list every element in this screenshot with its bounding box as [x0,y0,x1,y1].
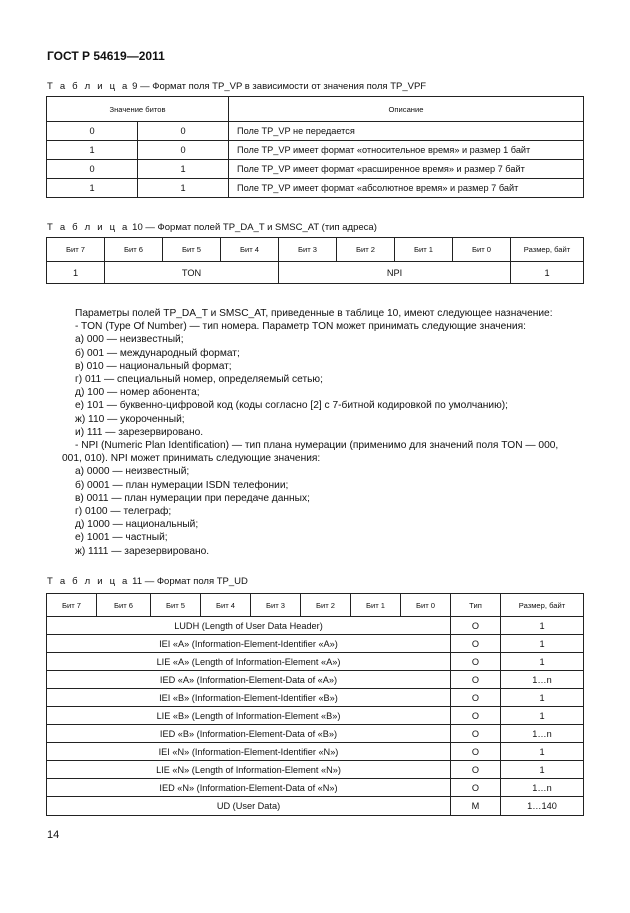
list-item: и) 111 — зарезервировано. [75,426,204,438]
table10-header: Бит 1 [395,238,453,262]
table10-header: Бит 4 [221,238,279,262]
table10-header: Бит 7 [47,238,105,262]
table10 [46,237,584,284]
body-text [62,307,582,558]
table10-header: Бит 0 [453,238,511,262]
table9-cell: 0 [47,160,138,179]
table11-header: Бит 3 [251,594,301,617]
paragraph-line: - TON (Type Of Number) — тип номера. Параметр TON может принимать следующие значения: [75,321,526,333]
table11-type: O [451,707,501,725]
table11-type: O [451,635,501,653]
table9-cell: 0 [47,122,138,141]
table9-cell: 1 [138,160,229,179]
list-item: д) 100 — номер абонента; [75,387,200,399]
list-item: б) 001 — международный формат; [75,347,240,359]
table11-type: O [451,617,501,635]
table11 [46,593,584,816]
table9 [46,96,584,198]
list-item: е) 1001 — частный; [75,532,168,544]
table9-cell: 1 [47,179,138,198]
list-item: г) 011 — специальный номер, определяемый сетью; [75,374,323,386]
table11-field: IEI «N» (Information-Element-Identifier «N») [47,743,451,761]
table9-caption-text: 9 — Формат поля TP_VP в зависимости от значения поля TP_VPF [129,81,427,92]
table9-caption [47,81,426,92]
table11-field: LIE «N» (Length of Information-Element «N») [47,761,451,779]
table11-header: Тип [451,594,501,617]
table10-cell-ton: TON [105,262,279,284]
table11-size: 1 [501,653,584,671]
table10-caption-text: 10 — Формат полей TP_DA_T и SMSC_AT (тип адреса) [129,222,377,233]
list-item: г) 0100 — телеграф; [75,506,172,518]
paragraph-line: 001, 010). NPI может принимать следующие значения: [62,453,321,465]
table9-cell: 1 [138,179,229,198]
table11-type: O [451,761,501,779]
table11-header: Бит 7 [47,594,97,617]
table11-size: 1…n [501,779,584,797]
list-item: ж) 1111 — зарезервировано. [75,545,210,557]
table11-size: 1 [501,635,584,653]
table11-size: 1 [501,689,584,707]
table11-size: 1 [501,617,584,635]
table11-size: 1…n [501,725,584,743]
list-item: ж) 110 — укороченный; [75,413,185,425]
table10-header: Бит 6 [105,238,163,262]
table11-header: Бит 5 [151,594,201,617]
table9-cell: Поле TP_VP имеет формат «относительное время» и размер 1 байт [229,141,584,160]
table9-caption-prefix: Т а б л и ц а [47,81,130,92]
table9-cell: Поле TP_VP не передается [229,122,584,141]
table11-header: Бит 1 [351,594,401,617]
paragraph-line: - NPI (Numeric Plan Identification) — тип плана нумерации (применимо для значений поля TON — 000, [75,440,559,452]
table9-cell: 0 [138,141,229,160]
table11-header: Бит 2 [301,594,351,617]
table11-type: O [451,671,501,689]
document-header: ГОСТ Р 54619—2011 [47,49,165,63]
table11-header: Бит 6 [97,594,151,617]
table10-cell-size: 1 [511,262,584,284]
table9-cell: Поле TP_VP имеет формат «расширенное время» и размер 7 байт [229,160,584,179]
list-item: в) 0011 — план нумерации при передаче данных; [75,492,310,504]
table11-size: 1 [501,761,584,779]
table11-field: IED «N» (Information-Element-Data of «N») [47,779,451,797]
table11-field: LIE «B» (Length of Information-Element «B») [47,707,451,725]
table9-cell: 1 [47,141,138,160]
table11-type: O [451,653,501,671]
table11-caption-prefix: Т а б л и ц а [47,576,130,587]
table10-cell-npi: NPI [279,262,511,284]
table11-header: Бит 4 [201,594,251,617]
table11-header: Размер, байт [501,594,584,617]
table11-field: LIE «A» (Length of Information-Element «A») [47,653,451,671]
list-item: в) 010 — национальный формат; [75,360,232,372]
table11-caption [47,576,248,587]
table11-field: IED «A» (Information-Element-Data of «A») [47,671,451,689]
table9-header-bits: Значение битов [47,97,229,122]
table11-field: IEI «B» (Information-Element-Identifier «B») [47,689,451,707]
table10-header: Бит 5 [163,238,221,262]
table11-field: IEI «A» (Information-Element-Identifier «A») [47,635,451,653]
table11-type: M [451,797,501,816]
table11-size: 1…n [501,671,584,689]
table11-field: LUDH (Length of User Data Header) [47,617,451,635]
paragraph-line: Параметры полей TP_DA_T и SMSC_AT, приведенные в таблице 10, имеют следующее назначение: [75,308,553,319]
table11-size: 1 [501,743,584,761]
table11-size: 1…140 [501,797,584,816]
table10-caption [47,222,377,233]
table11-type: O [451,743,501,761]
table10-header: Размер, байт [511,238,584,262]
page-number: 14 [47,829,60,841]
table11-size: 1 [501,707,584,725]
table11-type: O [451,779,501,797]
table9-cell: Поле TP_VP имеет формат «абсолютное время» и размер 7 байт [229,179,584,198]
table11-type: O [451,725,501,743]
table11-field: UD (User Data) [47,797,451,816]
list-item: д) 1000 — национальный; [75,519,199,531]
table11-header: Бит 0 [401,594,451,617]
table10-header: Бит 3 [279,238,337,262]
table10-caption-prefix: Т а б л и ц а [47,222,130,233]
list-item: а) 000 — неизвестный; [75,334,184,346]
list-item: б) 0001 — план нумерации ISDN телефонии; [75,479,289,491]
table10-header: Бит 2 [337,238,395,262]
table11-type: O [451,689,501,707]
table9-header-description: Описание [229,97,584,122]
table11-caption-text: 11 — Формат поля TP_UD [129,576,248,587]
list-item: е) 101 — буквенно-цифровой код (коды согласно [2] с 7-битной кодировкой по умолчанию); [75,400,508,412]
table9-cell: 0 [138,122,229,141]
table10-cell-bit7: 1 [47,262,105,284]
list-item: а) 0000 — неизвестный; [75,466,190,478]
table11-field: IED «B» (Information-Element-Data of «B») [47,725,451,743]
